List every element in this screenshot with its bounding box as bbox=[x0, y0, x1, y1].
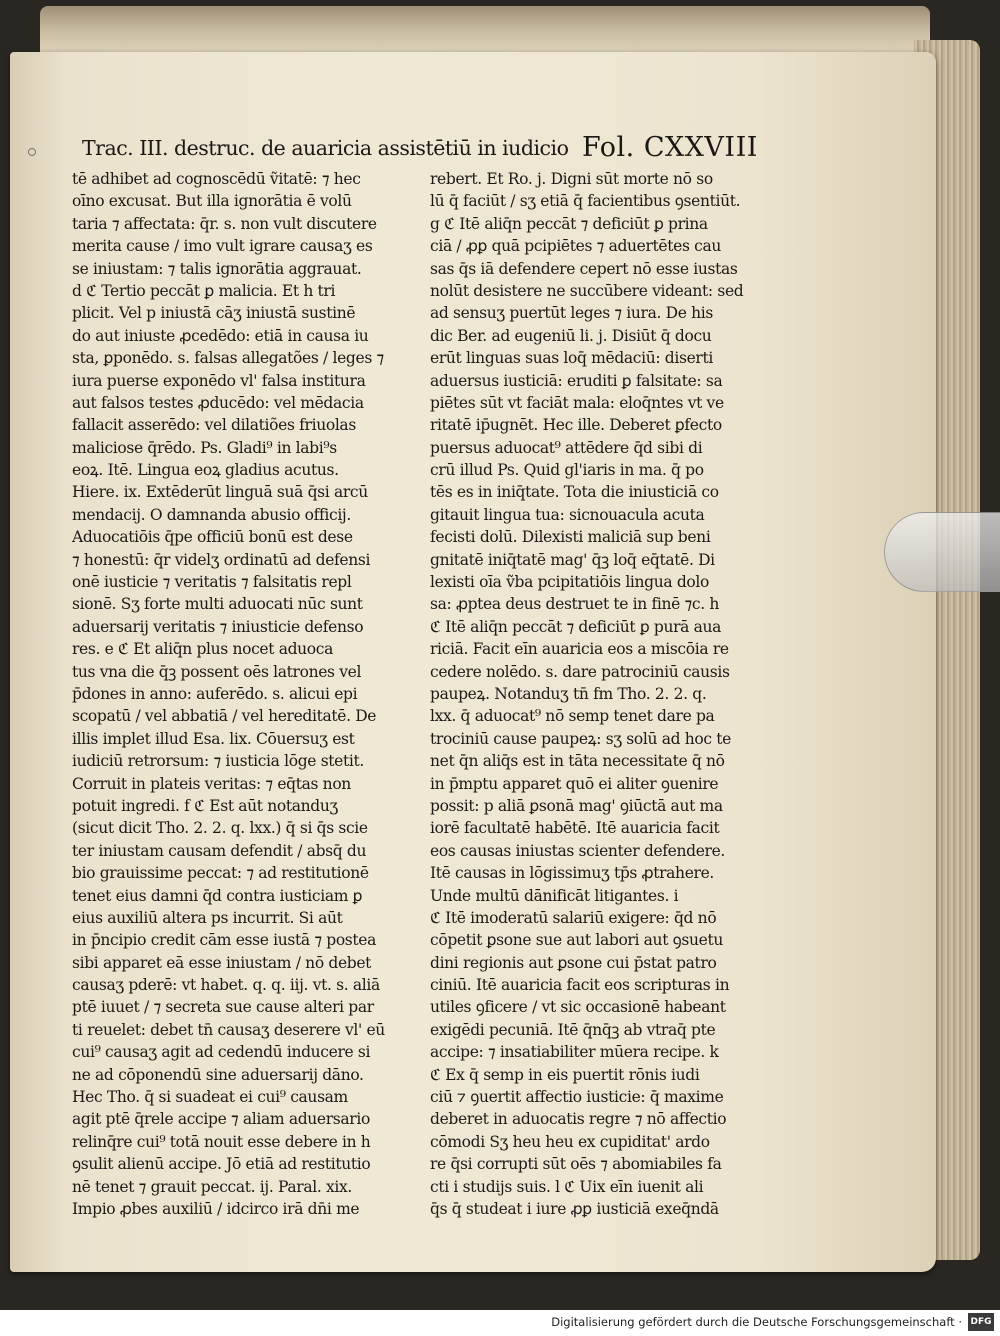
text-line: ti reuelet: debet tn̄ causaʒ deserere vl' eū bbox=[72, 1020, 385, 1039]
text-line: taria ⁊ affectata: q̄r. s. non vult discutere bbox=[72, 214, 377, 233]
text-line: lxx. q̄ aduocat⁹ nō semp tenet dare pa bbox=[430, 707, 715, 726]
folio-number: Fol. CXXVIII bbox=[582, 132, 758, 163]
text-line: maliciose q̄rēdo. Ps. Gladi⁹ in labi⁹s bbox=[72, 438, 337, 457]
text-line: do aut iniuste ꝓcedēdo: etiā in causa iu bbox=[72, 326, 369, 345]
text-line: trociniū cause paupeꝝ: sʒ solū ad hoc te bbox=[430, 729, 731, 748]
text-line: in p̄ncipio credit cām esse iustā ⁊ postea bbox=[72, 931, 376, 950]
text-line: onē iusticie ⁊ veritatis ⁊ falsitatis repl bbox=[72, 573, 352, 592]
text-line: eius auxiliū altera ps incurrit. Si aūt bbox=[72, 908, 343, 927]
text-line: paupeꝝ. Notanduʒ tn̄ fm Tho. 2. 2. q. bbox=[430, 684, 707, 703]
text-line: merita cause / imo vult igrare causaʒ es bbox=[72, 237, 373, 256]
text-line: g ℭ Itē aliq̄n peccāt ⁊ deficiūt ꝑ prina bbox=[430, 214, 708, 233]
text-line: sa: ꝓptea deus destruet te in finē ⁊c. h bbox=[430, 595, 719, 614]
text-line: tē adhibet ad cognoscēdū ṽitatē: ⁊ hec bbox=[72, 170, 361, 188]
text-line: fallacit asserēdo: vel dilatiões friuolas bbox=[72, 416, 356, 435]
text-line: lexisti oīa ṽba pcipitatiōis lingua dolo bbox=[430, 573, 709, 592]
text-line: res. e ℭ Et aliq̄n plus nocet aduoca bbox=[72, 640, 333, 659]
text-line: re q̄si corrupti sūt oēs ⁊ abomiabiles fa bbox=[430, 1155, 722, 1174]
text-line: crū illud Ps. Quid gl'iaris in ma. q̄ po bbox=[430, 461, 704, 480]
text-line: erūt linguas suas loq̄ mēdaciū: diserti bbox=[430, 349, 713, 368]
text-line: cedere nolēdo. s. dare patrociniū causis bbox=[430, 662, 730, 681]
text-line: scopatū / vel abbatiā / vel hereditatē. De bbox=[72, 707, 377, 726]
text-line: cti i studijs suis. l ℭ Uix eīn iuenit ali bbox=[430, 1177, 704, 1196]
text-line: eoꝝ. Itē. Lingua eoꝝ gladius acutus. bbox=[72, 461, 339, 480]
text-line: iura puerse exponēdo vl' falsa institura bbox=[72, 371, 366, 390]
text-line: riciā. Facit eīn auaricia eos a miscōia re bbox=[430, 640, 729, 659]
text-line: ad sensuʒ puertūt leges ⁊ iura. De his bbox=[430, 304, 713, 323]
text-line: agit ptē q̄rele accipe ⁊ aliam aduersario bbox=[72, 1110, 370, 1129]
text-column-left bbox=[72, 168, 402, 1220]
text-column-right bbox=[430, 168, 760, 1220]
text-line: Aduocatiōis q̄pe officiū bonū est dese bbox=[72, 528, 353, 547]
text-line: ⁊ honestū: q̄r videlʒ ordinatū ad defensi bbox=[72, 550, 371, 569]
text-line: accipe: ⁊ insatiabiliter mūera recipe. k bbox=[430, 1043, 719, 1062]
text-line: oīno excusat. But illa ignorātia ē volū bbox=[72, 192, 352, 211]
text-line: plicit. Vel p iniustā cāʒ iniustā sustinē bbox=[72, 304, 356, 323]
text-line: Itē causas in lōgissimuʒ tp̄s ꝓtrahere. bbox=[430, 864, 714, 883]
text-line: nē tenet ⁊ grauit peccat. ij. Paral. xix. bbox=[72, 1177, 352, 1196]
text-line: ℭ Itē aliq̄n peccāt ⁊ deficiūt ꝑ purā aua bbox=[430, 617, 722, 636]
text-line: deberet in aduocatis regre ⁊ nō affectio bbox=[430, 1110, 727, 1129]
text-line: tenet eius damni q̄d contra iusticiam ꝑ bbox=[72, 886, 363, 905]
footer-bar bbox=[0, 1310, 1000, 1336]
text-line: sibi apparet eā esse iniustam / nō debet bbox=[72, 953, 372, 972]
text-line: se iniustam: ⁊ talis ignorātia aggrauat. bbox=[72, 259, 362, 278]
text-line: Corruit in plateis veritas: ⁊ eq̄tas non bbox=[72, 774, 351, 793]
text-line: utiles ꝯficere / vt sic occasionē habeant bbox=[430, 998, 726, 1017]
text-line: tus vna die q̄ꝫ possent oēs latrones vel bbox=[72, 662, 362, 681]
text-line: Impio ꝓbes auxiliū / idcirco irā dn̄i me bbox=[72, 1199, 360, 1218]
text-line: ꝯsulit alienū accipe. Jō etiā ad restitutio bbox=[72, 1155, 371, 1174]
text-line: mendacij. O damnanda abusio officij. bbox=[72, 505, 351, 524]
text-line: aduersarij veritatis ⁊ iniusticie defenso bbox=[72, 617, 364, 636]
text-line: sta, ꝑponēdo. s. falsas allegatões / leges ⁊ bbox=[72, 349, 384, 368]
text-line: in p̄mptu apparet quō ei aliter ꝯuenire bbox=[430, 774, 719, 793]
text-line: fecisti dolū. Dilexisti maliciā sup beni bbox=[430, 528, 711, 547]
text-line: tēs es in iniq̄tate. Tota die iniusticiā co bbox=[430, 483, 719, 502]
page-marker-dot bbox=[28, 148, 36, 156]
page-clip-icon bbox=[884, 512, 1000, 592]
text-line: possit: p aliā ꝑsonā mag' ꝯiūctā aut ma bbox=[430, 796, 723, 815]
text-line: dic Ber. ad eugeniū li. j. Disiūt q̄ docu bbox=[430, 326, 712, 345]
text-line: cōpetit ꝑsone sue aut labori aut ꝯsuetu bbox=[430, 931, 723, 950]
running-head: Trac. III. destruc. de auaricia assistētiū in iudicio bbox=[82, 136, 569, 160]
text-line: aduersus iusticiā: eruditi ꝑ falsitate: sa bbox=[430, 371, 723, 390]
text-line: sas q̄s iā defendere cepert nō esse iustas bbox=[430, 259, 738, 278]
text-line: illis implet illud Esa. lix. Cōuersuʒ est bbox=[72, 729, 355, 748]
text-line: rebert. Et Ro. j. Digni sūt morte nō so bbox=[430, 170, 713, 188]
text-line: ciniū. Itē auaricia facit eos scripturas in bbox=[430, 976, 730, 995]
text-line: piētes sūt vt faciāt mala: eloq̄ntes vt ve bbox=[430, 393, 724, 412]
text-line: ciū ⁊ ꝯuertit affectio iusticie: q̄ maxime bbox=[430, 1088, 724, 1107]
text-line: bio grauissime peccat: ⁊ ad restitutionē bbox=[72, 864, 369, 883]
text-line: ptē iuuet / ⁊ secreta sue cause alteri par bbox=[72, 998, 374, 1017]
text-line: (sicut dicit Tho. 2. 2. q. lxx.) q̄ si q̄s scie bbox=[72, 819, 368, 838]
text-line: causaʒ pderē: vt habet. q. q. iij. vt. s. aliā bbox=[72, 976, 380, 995]
text-line: gnitatē iniq̄tatē mag' q̄ꝫ loq̄ eq̄tatē. Di bbox=[430, 550, 715, 569]
text-line: ℭ Ex q̄ semp in eis puertit rōnis iudi bbox=[430, 1065, 700, 1084]
text-line: cui⁹ causaʒ agit ad cedendū inducere si bbox=[72, 1043, 371, 1062]
text-line: ritatē ip̄ugnēt. Hec ille. Deberet ꝑfecto bbox=[430, 416, 722, 435]
text-line: dini regionis aut ꝑsone cui p̄stat patro bbox=[430, 953, 717, 972]
text-line: potuit ingredi. f ℭ Est aūt notanduʒ bbox=[72, 796, 338, 815]
text-line: q̄s q̄ studeat i iure ꝓꝑ iusticiā exeq̄ndā bbox=[430, 1199, 719, 1218]
text-line: Hiere. ix. Extēderūt linguā suā q̄si arcū bbox=[72, 483, 368, 502]
text-line: d ℭ Tertio peccāt ꝑ malicia. Et h tri bbox=[72, 281, 336, 300]
text-line: ne ad cōponendū sine aduersarij dāno. bbox=[72, 1065, 364, 1084]
dfg-logo-icon: DFG bbox=[968, 1313, 994, 1331]
funding-credit: Digitalisierung gefördert durch die Deutsche Forschungsgemeinschaft · bbox=[551, 1315, 962, 1329]
text-line: lū q̄ faciūt / sʒ etiā q̄ facientibus ꝯsentiūt. bbox=[430, 192, 741, 211]
text-line: sionē. Sʒ forte multi aduocati nūc sunt bbox=[72, 595, 363, 614]
text-line: iudiciū retrorsum: ⁊ iusticia lōge stetit. bbox=[72, 752, 364, 771]
text-line: cōmodi Sʒ heu heu ex cupiditat' ardo bbox=[430, 1132, 710, 1151]
text-line: gitauit lingua tua: sicnouacula acuta bbox=[430, 505, 705, 524]
text-line: nolūt desistere ne succūbere videant: sed bbox=[430, 281, 744, 300]
text-line: Hec Tho. q̄ si suadeat ei cui⁹ causam bbox=[72, 1088, 348, 1107]
text-line: p̄dones in anno: auferēdo. s. alicui epi bbox=[72, 684, 358, 703]
text-line: ℭ Itē imoderatū salariū exigere: q̄d nō bbox=[430, 908, 717, 927]
text-line: eos causas iniustas scienter defendere. bbox=[430, 841, 725, 860]
text-line: ter iniustam causam defendit / absq̄ du bbox=[72, 841, 367, 860]
text-line: aut falsos testes ꝓducēdo: vel mēdacia bbox=[72, 393, 364, 412]
text-line: Unde multū dānificāt litigantes. i bbox=[430, 886, 679, 905]
text-line: puersus aduocat⁹ attēdere q̄d sibi di bbox=[430, 438, 703, 457]
text-line: relinq̄re cui⁹ totā nouit esse debere in h bbox=[72, 1132, 371, 1151]
text-line: ciā / ꝓꝑ quā pcipiētes ⁊ aduertētes cau bbox=[430, 237, 721, 256]
text-line: iorē facultatē habētē. Itē auaricia facit bbox=[430, 819, 720, 838]
text-line: exigēdi pecuniā. Itē q̄nq̄ꝫ ab vtraq̄ pte bbox=[430, 1020, 716, 1039]
text-line: net q̄n aliq̄s est in tāta necessitate q̄ nō bbox=[430, 752, 725, 771]
